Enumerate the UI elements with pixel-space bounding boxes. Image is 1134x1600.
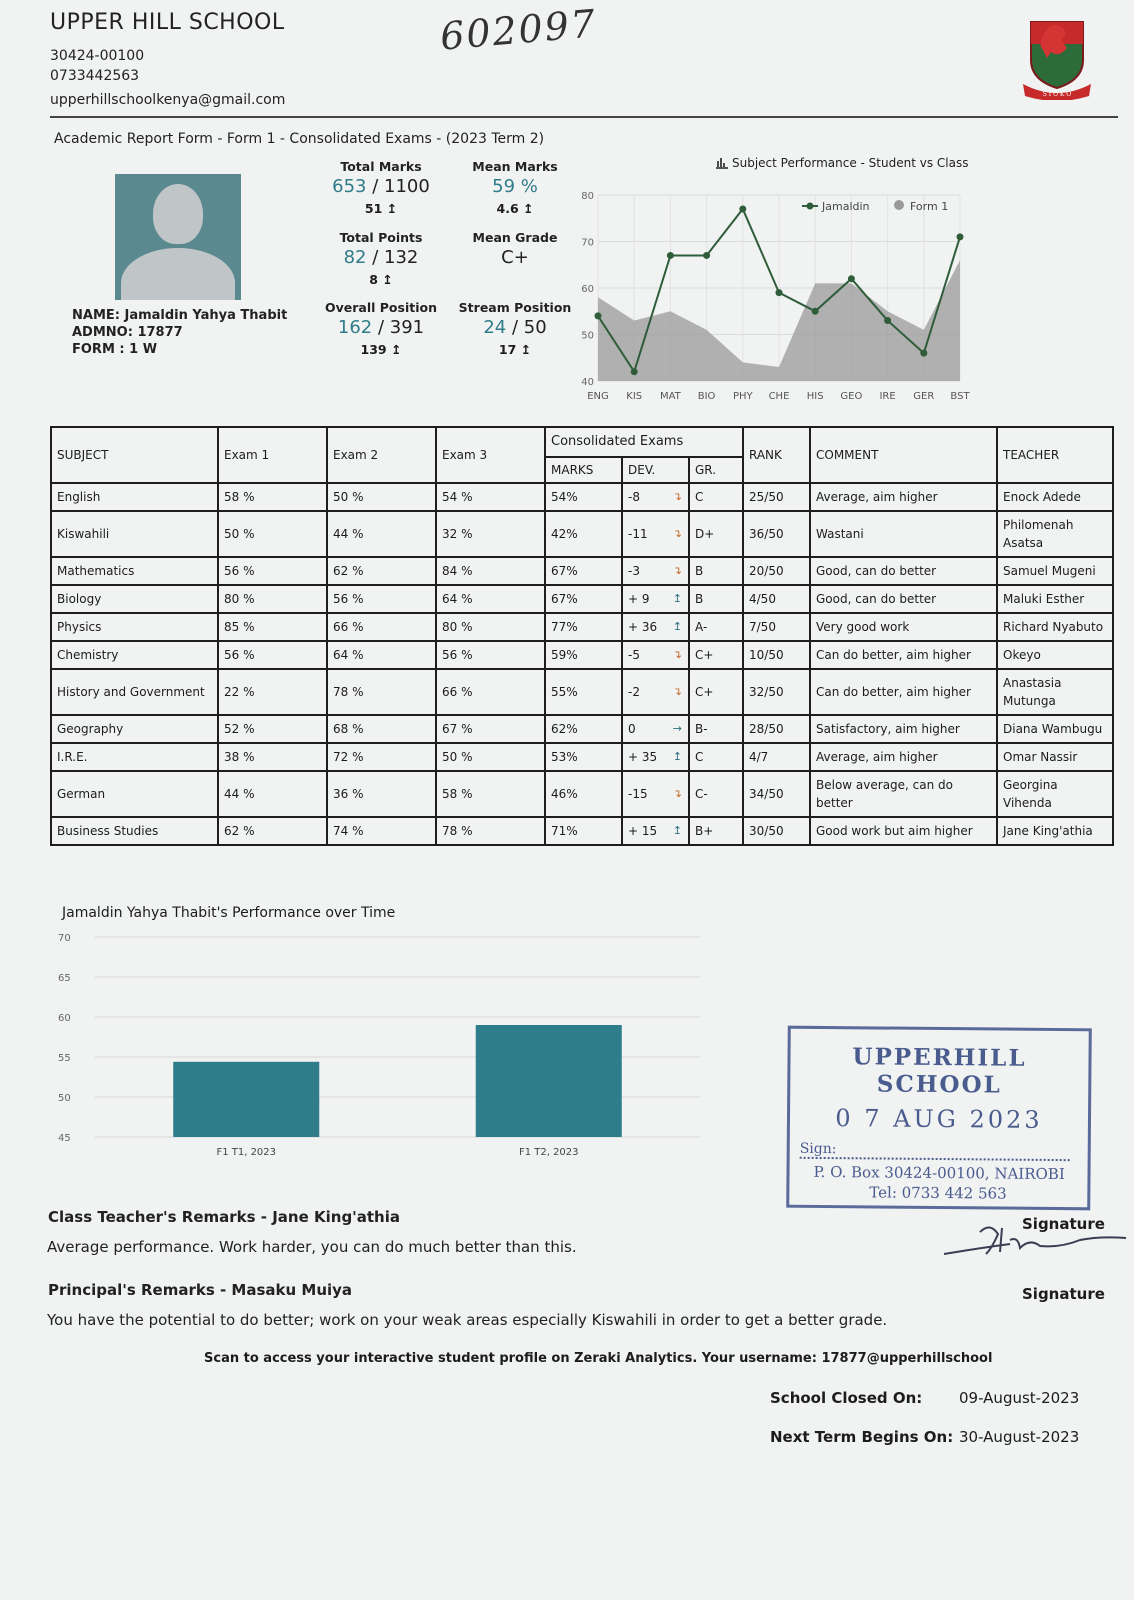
cell-rank: 10/50	[743, 641, 810, 669]
stat-overall-position: Overall Position 162 / 391 139 ↥	[325, 300, 437, 357]
data-point	[631, 368, 638, 375]
cell-exam2: 72 %	[327, 743, 436, 771]
principal-remarks-title: Principal's Remarks - Masaku Muiya	[48, 1281, 353, 1299]
y-tick-label: 45	[58, 1133, 71, 1144]
cell-exam1: 58 %	[218, 483, 327, 511]
cell-grade: D+	[689, 511, 743, 557]
y-tick-label: 55	[58, 1053, 71, 1064]
cell-comment: Good, can do better	[810, 585, 997, 613]
cell-grade: A-	[689, 613, 743, 641]
data-point	[703, 252, 710, 259]
cell-exam3: 64 %	[436, 585, 545, 613]
cell-exam2: 50 %	[327, 483, 436, 511]
chart-title: Subject Performance - Student vs Class	[732, 156, 969, 170]
cell-marks: 46%	[545, 771, 622, 817]
data-point	[848, 275, 855, 282]
cell-grade: C	[689, 743, 743, 771]
data-point	[957, 233, 964, 240]
header-divider	[50, 116, 1118, 118]
cell-comment: Good work but aim higher	[810, 817, 997, 845]
cell-subject: German	[51, 771, 218, 817]
legend-point-swatch	[807, 203, 814, 210]
grades-table	[50, 426, 1114, 846]
cell-subject: Chemistry	[51, 641, 218, 669]
stamp-tel: Tel: 0733 442 563	[869, 1183, 1007, 1203]
table-row	[51, 557, 1113, 585]
cell-exam1: 22 %	[218, 669, 327, 715]
table-row	[51, 715, 1113, 743]
cell-exam2: 44 %	[327, 511, 436, 557]
trend-down-icon: ↴	[672, 685, 682, 698]
cell-grade: B-	[689, 715, 743, 743]
cell-rank: 7/50	[743, 613, 810, 641]
report-title: Academic Report Form - Form 1 - Consolidated Exams - (2023 Term 2)	[54, 131, 545, 147]
x-tick-label: GER	[913, 391, 935, 402]
x-tick-label: F1 T1, 2023	[216, 1147, 277, 1158]
principal-signature-label: Signature	[1022, 1285, 1105, 1303]
x-tick-label: F1 T2, 2023	[518, 1147, 579, 1158]
cell-comment: Below average, can do better	[810, 771, 997, 817]
header-comment: COMMENT	[810, 427, 997, 483]
cell-exam2: 68 %	[327, 715, 436, 743]
trend-down-icon: ↴	[672, 527, 682, 540]
trend-flat-icon: →	[672, 722, 682, 735]
stamp-sign: Sign:	[800, 1141, 1070, 1161]
next-term-label: Next Term Begins On:	[770, 1428, 954, 1446]
cell-exam1: 80 %	[218, 585, 327, 613]
school-postal: 30424-00100	[50, 48, 145, 64]
cell-teacher: Diana Wambugu	[997, 715, 1113, 743]
cell-exam3: 78 %	[436, 817, 545, 845]
stat-stream-position: Stream Position 24 / 50 17 ↥	[458, 300, 572, 357]
cell-exam2: 78 %	[327, 669, 436, 715]
legend-area-swatch	[894, 200, 904, 210]
header-subject: SUBJECT	[51, 427, 218, 483]
handwritten-number: 602097	[438, 1, 599, 59]
cell-comment: Very good work	[810, 613, 997, 641]
y-tick-label: 50	[58, 1093, 71, 1104]
header-exam2: Exam 2	[327, 427, 436, 483]
student-form: FORM : 1 W	[72, 342, 158, 357]
cell-exam2: 66 %	[327, 613, 436, 641]
cell-dev: + 36 ↥	[622, 613, 689, 641]
stat-total-points: Total Points 82 / 132 8 ↥	[339, 230, 423, 287]
x-tick-label: KIS	[626, 391, 643, 402]
cell-marks: 77%	[545, 613, 622, 641]
cell-rank: 4/7	[743, 743, 810, 771]
trend-down-icon: ↴	[672, 490, 682, 503]
stat-total-marks: Total Marks 653 / 1100 51 ↥	[332, 159, 430, 216]
trend-down-icon: ↴	[672, 564, 682, 577]
cell-teacher: Maluki Esther	[997, 585, 1113, 613]
cell-exam3: 56 %	[436, 641, 545, 669]
handwritten-signature	[940, 1218, 1130, 1258]
legend-jamaldin: Jamaldin	[822, 200, 870, 213]
cell-exam2: 74 %	[327, 817, 436, 845]
cell-exam3: 58 %	[436, 771, 545, 817]
cell-exam3: 67 %	[436, 715, 545, 743]
cell-exam1: 56 %	[218, 641, 327, 669]
cell-dev: -15 ↴	[622, 771, 689, 817]
bar	[476, 1025, 622, 1137]
school-closed-date: 09-August-2023	[959, 1389, 1080, 1407]
y-tick-label: 70	[58, 933, 71, 944]
x-tick-label: ENG	[587, 391, 609, 402]
data-point	[812, 308, 819, 315]
data-point	[739, 205, 746, 212]
school-email: upperhillschoolkenya@gmail.com	[50, 92, 286, 108]
trend-down-icon: ↴	[672, 648, 682, 661]
cell-rank: 20/50	[743, 557, 810, 585]
header-grade: GR.	[689, 457, 743, 483]
cell-comment: Average, aim higher	[810, 743, 997, 771]
trend-up-icon: ↥	[672, 750, 682, 763]
stat-mean-grade: Mean Grade C+	[472, 230, 558, 268]
student-photo-placeholder	[115, 174, 241, 300]
cell-teacher: Jane King'athia	[997, 817, 1113, 845]
data-point	[776, 289, 783, 296]
cell-grade: B+	[689, 817, 743, 845]
cell-exam3: 80 %	[436, 613, 545, 641]
cell-exam3: 84 %	[436, 557, 545, 585]
principal-remarks-text: You have the potential to do better; work on your weak areas especially Kiswahili in order to get a better grade.	[47, 1311, 888, 1329]
table-row	[51, 613, 1113, 641]
y-tick-label: 65	[58, 973, 71, 984]
header-marks: MARKS	[545, 457, 622, 483]
svg-text:S I O K O: S I O K O	[1042, 91, 1072, 98]
cell-comment: Good, can do better	[810, 557, 997, 585]
cell-teacher: Enock Adede	[997, 483, 1113, 511]
y-tick-label: 60	[581, 284, 594, 295]
table-row	[51, 483, 1113, 511]
school-stamp	[786, 1026, 1092, 1211]
x-tick-label: IRE	[879, 391, 896, 402]
cell-teacher: Omar Nassir	[997, 743, 1113, 771]
x-tick-label: GEO	[840, 391, 863, 402]
stamp-address: P. O. Box 30424-00100, NAIROBI	[813, 1162, 1065, 1184]
cell-comment: Can do better, aim higher	[810, 669, 997, 715]
x-tick-label: BST	[950, 391, 970, 402]
school-closed-label: School Closed On:	[770, 1389, 923, 1407]
cell-exam3: 50 %	[436, 743, 545, 771]
x-tick-label: PHY	[732, 391, 753, 402]
legend-form1: Form 1	[910, 200, 949, 213]
cell-grade: B	[689, 585, 743, 613]
cell-exam1: 56 %	[218, 557, 327, 585]
cell-teacher: Okeyo	[997, 641, 1113, 669]
cell-marks: 53%	[545, 743, 622, 771]
cell-dev: + 35 ↥	[622, 743, 689, 771]
cell-marks: 59%	[545, 641, 622, 669]
next-term-date: 30-August-2023	[959, 1428, 1080, 1446]
header-exam3: Exam 3	[436, 427, 545, 483]
trend-up-icon: ↥	[672, 824, 682, 837]
cell-marks: 71%	[545, 817, 622, 845]
cell-exam1: 38 %	[218, 743, 327, 771]
header-exam1: Exam 1	[218, 427, 327, 483]
cell-grade: B	[689, 557, 743, 585]
zeraki-scan-note: Scan to access your interactive student profile on Zeraki Analytics. Your username: 17877@upperhillschool	[204, 1351, 993, 1366]
cell-dev: -11 ↴	[622, 511, 689, 557]
cell-teacher: Georgina Vihenda	[997, 771, 1113, 817]
cell-subject: Biology	[51, 585, 218, 613]
cell-exam3: 54 %	[436, 483, 545, 511]
cell-exam1: 44 %	[218, 771, 327, 817]
data-point	[920, 350, 927, 357]
student-admno: ADMNO: 17877	[72, 325, 183, 340]
y-tick-label: 50	[581, 330, 594, 342]
cell-dev: -2 ↴	[622, 669, 689, 715]
cell-rank: 25/50	[743, 483, 810, 511]
cell-exam1: 52 %	[218, 715, 327, 743]
chart-icon	[716, 158, 728, 168]
cell-grade: C+	[689, 641, 743, 669]
cell-teacher: Samuel Mugeni	[997, 557, 1113, 585]
cell-subject: Mathematics	[51, 557, 218, 585]
cell-marks: 54%	[545, 483, 622, 511]
cell-subject: English	[51, 483, 218, 511]
data-point	[667, 252, 674, 259]
student-name: NAME: Jamaldin Yahya Thabit	[72, 308, 288, 323]
school-phone: 0733442563	[50, 68, 140, 84]
table-row	[51, 743, 1113, 771]
stamp-title: UPPERHILL SCHOOL	[852, 1043, 1027, 1099]
cell-dev: -3 ↴	[622, 557, 689, 585]
school-name: UPPER HILL SCHOOL	[50, 10, 285, 35]
table-row	[51, 771, 1113, 817]
cell-subject: Physics	[51, 613, 218, 641]
table-row	[51, 817, 1113, 845]
data-point	[884, 317, 891, 324]
header-dev: DEV.	[622, 457, 689, 483]
stamp-date: 0 7 AUG 2023	[835, 1104, 1043, 1134]
table-row	[51, 641, 1113, 669]
trend-up-icon: ↥	[672, 620, 682, 633]
cell-teacher: Richard Nyabuto	[997, 613, 1113, 641]
cell-marks: 62%	[545, 715, 622, 743]
cell-exam2: 64 %	[327, 641, 436, 669]
class-teacher-remarks-title: Class Teacher's Remarks - Jane King'athia	[48, 1208, 401, 1226]
cell-grade: C+	[689, 669, 743, 715]
cell-subject: I.R.E.	[51, 743, 218, 771]
cell-exam1: 85 %	[218, 613, 327, 641]
x-tick-label: MAT	[659, 391, 681, 402]
y-tick-label: 70	[581, 237, 594, 249]
cell-comment: Satisfactory, aim higher	[810, 715, 997, 743]
y-tick-label: 60	[58, 1013, 71, 1024]
class-teacher-signature-label: Signature	[1022, 1215, 1105, 1233]
cell-subject: Kiswahili	[51, 511, 218, 557]
header-rank: RANK	[743, 427, 810, 483]
performance-over-time-title: Jamaldin Yahya Thabit's Performance over Time	[62, 905, 396, 921]
cell-dev: + 9 ↥	[622, 585, 689, 613]
cell-comment: Average, aim higher	[810, 483, 997, 511]
cell-teacher: Philomenah Asatsa	[997, 511, 1113, 557]
cell-dev: + 15 ↥	[622, 817, 689, 845]
cell-grade: C-	[689, 771, 743, 817]
y-tick-label: 80	[581, 191, 594, 202]
cell-exam2: 62 %	[327, 557, 436, 585]
cell-subject: Business Studies	[51, 817, 218, 845]
table-row	[51, 511, 1113, 557]
cell-exam1: 50 %	[218, 511, 327, 557]
trend-down-icon: ↴	[672, 787, 682, 800]
header-teacher: TEACHER	[997, 427, 1113, 483]
x-tick-label: CHE	[768, 391, 790, 402]
x-tick-label: BIO	[697, 391, 716, 402]
cell-exam3: 32 %	[436, 511, 545, 557]
x-tick-label: HIS	[806, 391, 824, 402]
school-crest-logo	[1023, 14, 1091, 100]
cell-grade: C	[689, 483, 743, 511]
cell-dev: -8 ↴	[622, 483, 689, 511]
cell-exam3: 66 %	[436, 669, 545, 715]
cell-subject: History and Government	[51, 669, 218, 715]
cell-comment: Wastani	[810, 511, 997, 557]
table-row	[51, 669, 1113, 715]
cell-marks: 67%	[545, 585, 622, 613]
cell-rank: 30/50	[743, 817, 810, 845]
cell-exam2: 36 %	[327, 771, 436, 817]
table-row	[51, 585, 1113, 613]
performance-over-time-chart	[50, 925, 720, 1180]
trend-up-icon: ↥	[672, 592, 682, 605]
subject-performance-chart	[580, 155, 1000, 415]
cell-marks: 42%	[545, 511, 622, 557]
header-consolidated: Consolidated Exams	[545, 427, 743, 457]
class-teacher-remarks-text: Average performance. Work harder, you can do much better than this.	[47, 1238, 577, 1256]
cell-subject: Geography	[51, 715, 218, 743]
cell-rank: 28/50	[743, 715, 810, 743]
cell-comment: Can do better, aim higher	[810, 641, 997, 669]
cell-exam2: 56 %	[327, 585, 436, 613]
y-tick-label: 40	[581, 377, 594, 388]
cell-rank: 32/50	[743, 669, 810, 715]
data-point	[595, 312, 602, 319]
cell-teacher: Anastasia Mutunga	[997, 669, 1113, 715]
cell-marks: 55%	[545, 669, 622, 715]
bar	[173, 1062, 319, 1137]
cell-rank: 34/50	[743, 771, 810, 817]
cell-rank: 36/50	[743, 511, 810, 557]
cell-dev: 0 →	[622, 715, 689, 743]
stat-mean-marks: Mean Marks 59 % 4.6 ↥	[472, 159, 558, 216]
cell-exam1: 62 %	[218, 817, 327, 845]
cell-marks: 67%	[545, 557, 622, 585]
cell-rank: 4/50	[743, 585, 810, 613]
cell-dev: -5 ↴	[622, 641, 689, 669]
